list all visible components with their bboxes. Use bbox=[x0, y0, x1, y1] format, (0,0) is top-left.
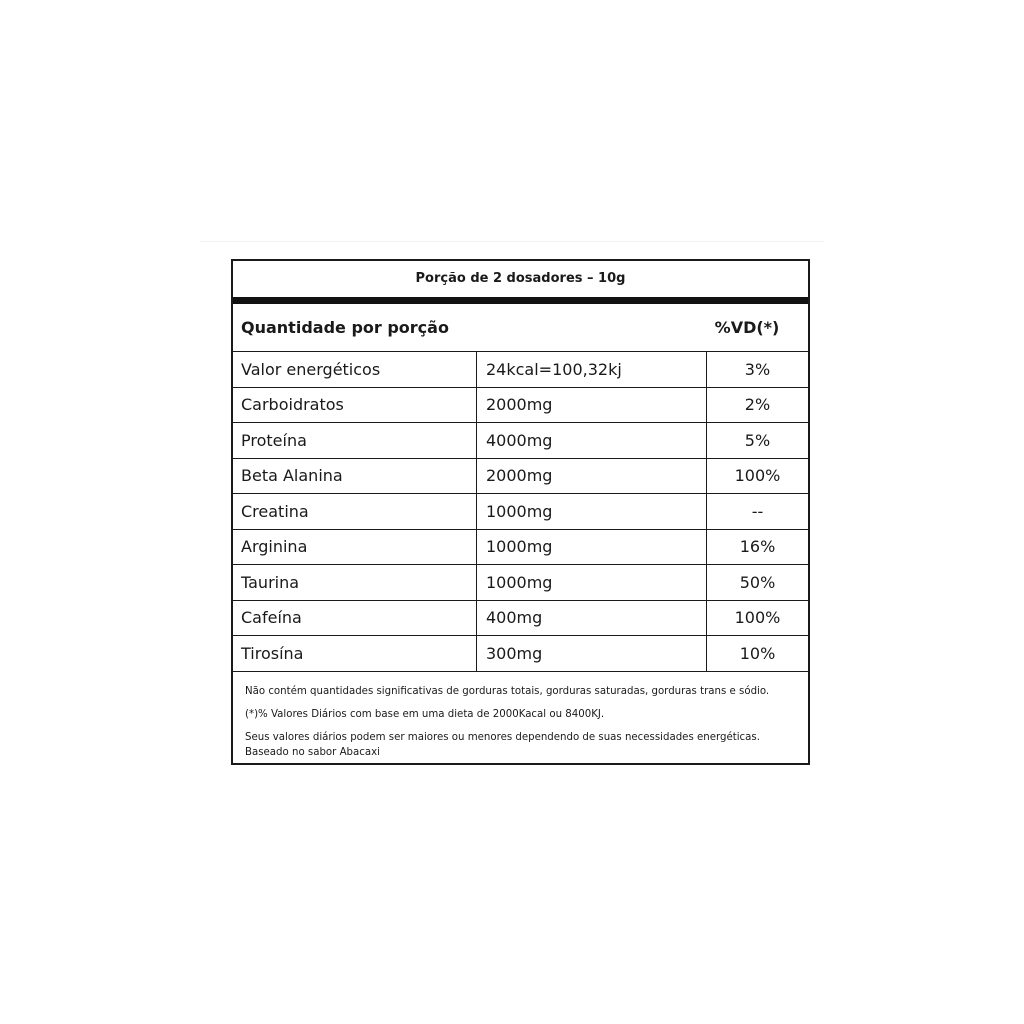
footnote-daily-values: (*)% Valores Diários com base em uma dieta de 2000Kacal ou 8400KJ. bbox=[245, 708, 605, 720]
table-row bbox=[233, 387, 808, 423]
footnote-flavor: Baseado no sabor Abacaxi bbox=[245, 746, 380, 758]
nutrient-amount: 1000mg bbox=[477, 565, 707, 601]
nutrient-name: Creatina bbox=[233, 494, 477, 530]
nutrient-amount: 1000mg bbox=[477, 529, 707, 565]
nutrient-daily-value: 100% bbox=[707, 600, 809, 636]
nutrient-daily-value: 50% bbox=[707, 565, 809, 601]
table-row bbox=[233, 423, 808, 459]
nutrient-name: Cafeína bbox=[233, 600, 477, 636]
nutrient-amount: 300mg bbox=[477, 636, 707, 672]
nutrient-amount: 1000mg bbox=[477, 494, 707, 530]
nutrient-daily-value: 100% bbox=[707, 458, 809, 494]
nutrient-name: Proteína bbox=[233, 423, 477, 459]
nutrient-name: Taurina bbox=[233, 565, 477, 601]
nutrient-name: Arginina bbox=[233, 529, 477, 565]
nutrient-name: Carboidratos bbox=[233, 387, 477, 423]
nutrient-daily-value: 10% bbox=[707, 636, 809, 672]
table-row bbox=[233, 494, 808, 530]
table-row bbox=[233, 565, 808, 601]
quantity-per-serving-heading: Quantidade por porção bbox=[241, 318, 449, 337]
daily-value-heading: %VD(*) bbox=[714, 318, 780, 337]
nutrient-amount: 2000mg bbox=[477, 387, 707, 423]
table-row bbox=[233, 458, 808, 494]
table-row bbox=[233, 352, 808, 387]
footnotes bbox=[233, 672, 808, 760]
nutrient-name: Valor energéticos bbox=[233, 352, 477, 387]
table-row bbox=[233, 600, 808, 636]
portion-size: Porção de 2 dosadores – 10g bbox=[415, 271, 626, 286]
nutrient-amount: 4000mg bbox=[477, 423, 707, 459]
nutrient-daily-value: 16% bbox=[707, 529, 809, 565]
nutrient-daily-value: 2% bbox=[707, 387, 809, 423]
nutrient-daily-value: 3% bbox=[707, 352, 809, 387]
nutrient-name: Beta Alanina bbox=[233, 458, 477, 494]
nutrient-name: Tirosína bbox=[233, 636, 477, 672]
nutrition-facts-label bbox=[231, 259, 810, 765]
nutrient-daily-value: 5% bbox=[707, 423, 809, 459]
table-row bbox=[233, 636, 808, 672]
nutrient-amount: 24kcal=100,32kj bbox=[477, 352, 707, 387]
nutrients-table bbox=[233, 352, 808, 672]
nutrient-daily-value: -- bbox=[707, 494, 809, 530]
top-divider bbox=[200, 241, 824, 242]
footnote-insignificant-amounts: Não contém quantidades significativas de gorduras totais, gorduras saturadas, gorduras trans e sódio. bbox=[245, 685, 770, 697]
thick-divider bbox=[233, 297, 808, 304]
nutrient-amount: 2000mg bbox=[477, 458, 707, 494]
footnote-energy-needs: Seus valores diários podem ser maiores ou menores dependendo de suas necessidades energéticas. bbox=[245, 731, 760, 743]
nutrient-amount: 400mg bbox=[477, 600, 707, 636]
table-row bbox=[233, 529, 808, 565]
quantity-header-row bbox=[233, 304, 808, 352]
